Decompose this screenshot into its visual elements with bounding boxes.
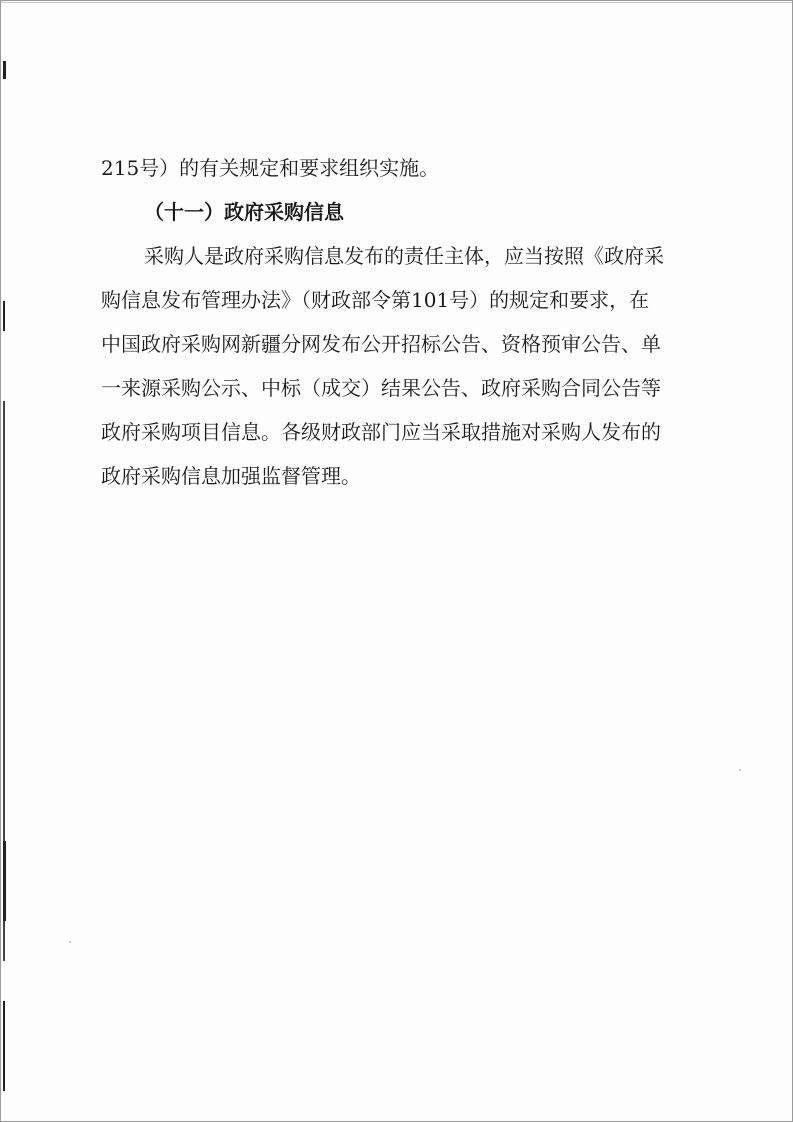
paragraph-line: 政府采购信息加强监督管理。 [101, 464, 361, 488]
continuation-line: 215号）的有关规定和要求组织实施。 [101, 156, 440, 180]
paragraph-line: 购信息发布管理办法》（财政部令第101号）的规定和要求，在 [101, 288, 650, 312]
page-top-rule [1, 2, 792, 3]
scan-edge-mark [3, 301, 5, 331]
scan-speck [69, 941, 71, 943]
scan-edge-mark [3, 841, 6, 921]
scan-speck [739, 769, 741, 771]
section-heading: （十一）政府采购信息 [144, 200, 344, 224]
paragraph-line: 中国政府采购网新疆分网发布公开招标公告、资格预审公告、单 [101, 332, 661, 356]
scan-edge-mark [3, 1001, 5, 1091]
paragraph-line: 政府采购项目信息。各级财政部门应当采取措施对采购人发布的 [101, 420, 661, 444]
paragraph-line: 采购人是政府采购信息发布的责任主体，应当按照《政府采 [144, 244, 664, 268]
paragraph-line: 一来源采购公示、中标（成交）结果公告、政府采购合同公告等 [101, 376, 661, 400]
scan-edge-mark [3, 61, 6, 79]
